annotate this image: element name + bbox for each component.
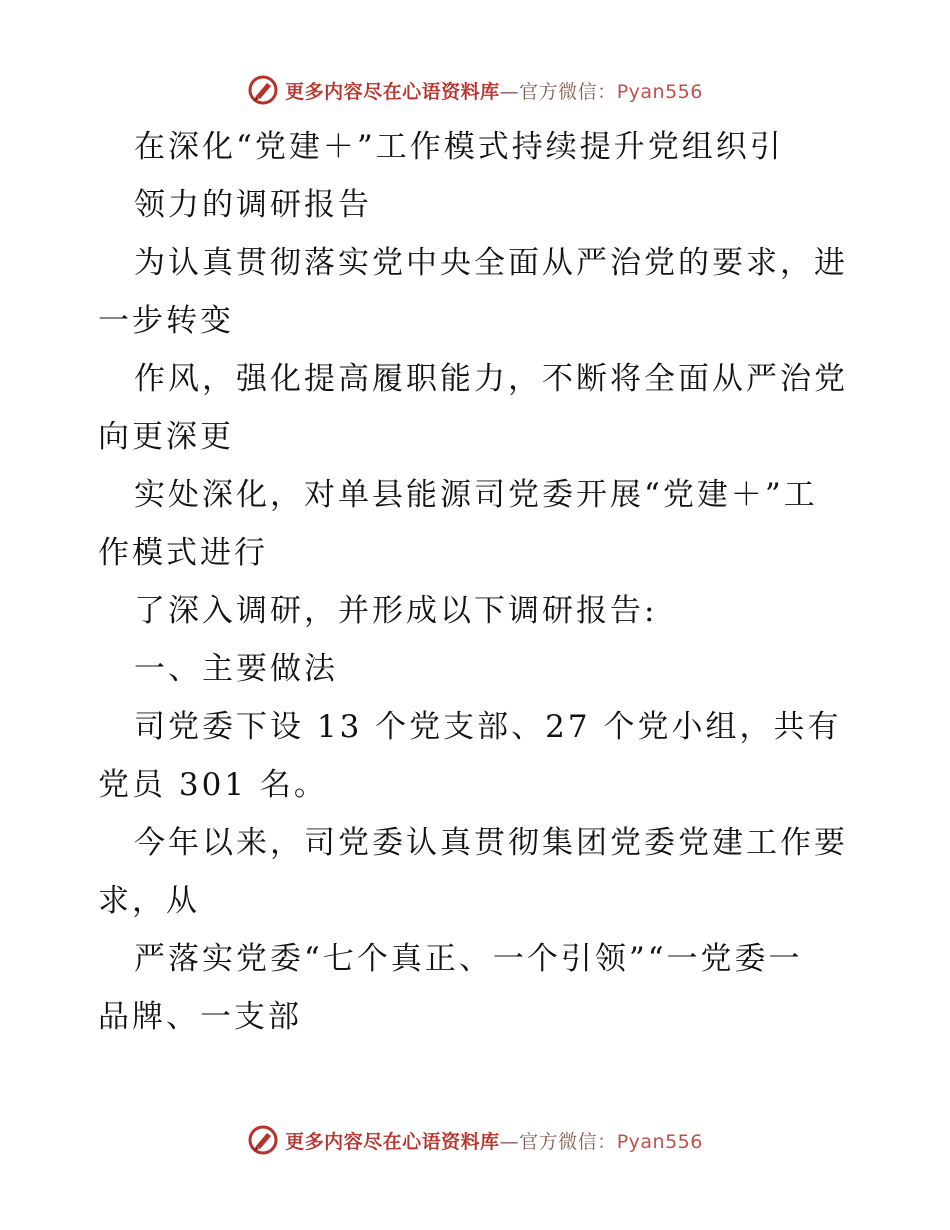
banner-text [285, 1127, 703, 1154]
document-body [98, 118, 858, 1046]
pen-logo-icon [247, 74, 279, 106]
paragraph-line: 司党委下设 13 个党支部、27 个党小组，共有 [134, 709, 842, 745]
title-line-2: 领力的调研报告 [134, 187, 372, 223]
pen-logo-icon [247, 1124, 279, 1156]
paragraph-line: 作模式进行 [98, 535, 268, 571]
section-heading: 一、主要做法 [134, 651, 338, 687]
banner-dash-text: —官方微信： [499, 80, 617, 103]
paragraph-line: 党员 301 名。 [98, 767, 328, 803]
paragraph-line: 求，从 [98, 883, 200, 919]
banner-main-text: 更多内容尽在心语资料库 [285, 1130, 500, 1153]
banner-dash-text: —官方微信： [499, 1130, 617, 1153]
banner-wechat-id: Pyan556 [616, 1130, 703, 1153]
paragraph-line: 向更深更 [98, 419, 234, 455]
paragraph-line: 作风，强化提高履职能力，不断将全面从严治党 [134, 361, 848, 397]
banner-text [285, 77, 703, 104]
header-watermark-banner [0, 70, 950, 110]
paragraph-line: 品牌、一支部 [98, 999, 302, 1035]
paragraph-line: 为认真贯彻落实党中央全面从严治党的要求，进 [134, 245, 848, 281]
paragraph-line: 实处深化，对单县能源司党委开展“党建＋”工 [134, 477, 818, 513]
paragraph-line: 今年以来，司党委认真贯彻集团党委党建工作要 [134, 825, 848, 861]
footer-watermark-banner [0, 1120, 950, 1160]
paragraph-line: 严落实党委“七个真正、一个引领”“一党委一 [134, 941, 803, 977]
title-line-1: 在深化“党建＋”工作模式持续提升党组织引 [134, 129, 784, 165]
banner-main-text: 更多内容尽在心语资料库 [285, 80, 500, 103]
banner-wechat-id: Pyan556 [616, 80, 703, 103]
paragraph-line: 一步转变 [98, 303, 234, 339]
paragraph-line: 了深入调研，并形成以下调研报告: [134, 593, 658, 629]
